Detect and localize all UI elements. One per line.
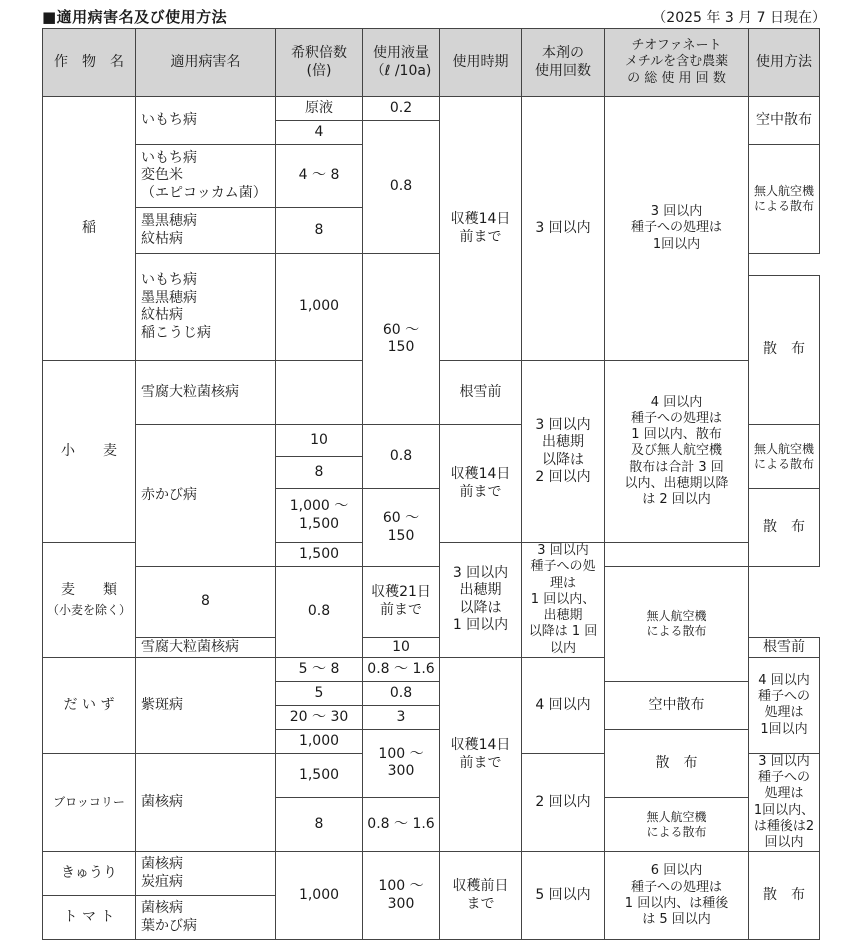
table-row bbox=[43, 567, 820, 614]
method-cell: 無人航空機 による散布 bbox=[605, 797, 749, 852]
timing-cell: 根雪前 bbox=[440, 361, 522, 425]
disease-cell: 雪腐大粒菌核病 bbox=[136, 361, 276, 425]
as-of-date: （2025 年 3 月 7 日現在） bbox=[652, 10, 826, 26]
uses-cell: 4 回以内 bbox=[522, 657, 605, 753]
method-cell: 無人航空機 による散布 bbox=[605, 567, 749, 682]
volume-cell: 0.2 bbox=[363, 97, 440, 121]
header-method: 使用方法 bbox=[749, 29, 820, 97]
volume-cell: 100 ～ 300 bbox=[363, 852, 440, 940]
method-cell: 空中散布 bbox=[749, 97, 820, 145]
disease-cell: いもち病 変色米 （エピコッカム菌） bbox=[136, 145, 276, 208]
page-title: ■適用病害名及び使用方法 bbox=[42, 8, 228, 26]
dilution-cell: 8 bbox=[276, 457, 363, 489]
dilution-cell: 1,000 bbox=[276, 729, 363, 753]
dilution-cell: 10 bbox=[363, 637, 440, 657]
uses-cell: 3 回以内 出穂期 以降は 1 回以内 bbox=[440, 543, 522, 658]
method-cell: 散 布 bbox=[605, 729, 749, 797]
dilution-cell: 5 bbox=[276, 681, 363, 705]
crop-cell: きゅうり bbox=[43, 852, 136, 896]
uses-cell: 2 回以内 bbox=[522, 753, 605, 852]
total-uses-cell: 3 回以内 種子への処理は 1回以内 bbox=[605, 97, 749, 361]
timing-cell: 収穫14日 前まで bbox=[440, 425, 522, 543]
disease-cell: 赤かび病 bbox=[136, 425, 276, 567]
dilution-cell: 8 bbox=[136, 567, 276, 638]
volume-cell: 0.8 bbox=[363, 681, 440, 705]
disease-cell: いもち病 bbox=[136, 97, 276, 145]
volume-cell: 0.8 bbox=[276, 567, 363, 658]
timing-cell: 収穫14日 前まで bbox=[440, 97, 522, 361]
dilution-cell: 1,500 bbox=[276, 543, 363, 567]
header-timing: 使用時期 bbox=[440, 29, 522, 97]
timing-cell: 根雪前 bbox=[749, 637, 820, 657]
crop-cell: ブロッコリー bbox=[43, 753, 136, 852]
table-row bbox=[43, 97, 820, 121]
total-uses-cell: 4 回以内 種子への処理は 1回以内 bbox=[749, 657, 820, 753]
crop-cell bbox=[43, 543, 136, 658]
total-uses-cell: 4 回以内 種子への処理は 1 回以内、散布 及び無人航空機 散布は合計 3 回 以内、出穂期以降 は 2 回以内 bbox=[605, 361, 749, 543]
disease-cell: いもち病 墨黒穂病 紋枯病 稲こうじ病 bbox=[136, 254, 276, 361]
dilution-cell: 5 ～ 8 bbox=[276, 657, 363, 681]
dilution-cell: 1,500 bbox=[276, 753, 363, 797]
header-dilution: 希釈倍数 (倍) bbox=[276, 29, 363, 97]
volume-cell: 100 ～ 300 bbox=[363, 729, 440, 797]
header-total-uses: チオファネート メチルを含む農薬 の 総 使 用 回 数 bbox=[605, 29, 749, 97]
crop-cell: 稲 bbox=[43, 97, 136, 361]
dilution-cell: 4 ～ 8 bbox=[276, 145, 363, 208]
crop-cell: ト マ ト bbox=[43, 896, 136, 940]
dilution-cell: 1,000 bbox=[276, 254, 363, 361]
method-cell: 散 布 bbox=[749, 276, 820, 425]
table-row bbox=[43, 852, 820, 896]
crop-mugirui: 麦 類 bbox=[61, 581, 117, 598]
dilution-cell: 1,000 bbox=[276, 852, 363, 940]
dilution-cell: 1,000 ～ 1,500 bbox=[276, 489, 363, 543]
uses-cell: 3 回以内 出穂期 以降は 2 回以内 bbox=[522, 361, 605, 543]
crop-cell: 小 麦 bbox=[43, 361, 136, 543]
volume-cell: 0.8 ～ 1.6 bbox=[363, 797, 440, 852]
disease-cell: 菌核病 炭疽病 bbox=[136, 852, 276, 896]
dilution-cell: 4 bbox=[276, 121, 363, 145]
volume-cell: 0.8 bbox=[363, 425, 440, 489]
disease-cell: 紫斑病 bbox=[136, 657, 276, 753]
dilution-cell bbox=[276, 361, 363, 425]
dilution-cell: 20 ～ 30 bbox=[276, 705, 363, 729]
dilution-cell: 原液 bbox=[276, 97, 363, 121]
method-cell: 空中散布 bbox=[605, 681, 749, 729]
header-row bbox=[43, 29, 820, 97]
dilution-cell: 8 bbox=[276, 208, 363, 254]
application-table-container bbox=[42, 28, 819, 934]
disease-cell: 菌核病 bbox=[136, 753, 276, 852]
volume-cell: 60 ～ 150 bbox=[363, 489, 440, 567]
timing-cell: 収穫前日 まで bbox=[440, 852, 522, 940]
uses-cell: 5 回以内 bbox=[522, 852, 605, 940]
crop-mugirui-note: （小麦を除く） bbox=[46, 603, 131, 618]
volume-cell: 0.8 ～ 1.6 bbox=[363, 657, 440, 681]
dilution-cell: 8 bbox=[276, 797, 363, 852]
disease-cell: 雪腐大粒菌核病 bbox=[136, 637, 276, 657]
method-cell: 無人航空機 による散布 bbox=[749, 145, 820, 254]
timing-cell: 収穫21日 前まで bbox=[363, 567, 440, 638]
total-uses-cell: 6 回以内 種子への処理は 1 回以内、は種後 は 5 回以内 bbox=[605, 852, 749, 940]
header-crop: 作 物 名 bbox=[43, 29, 136, 97]
disease-cell: 墨黒穂病 紋枯病 bbox=[136, 208, 276, 254]
volume-cell: 3 bbox=[363, 705, 440, 729]
timing-cell: 収穫14日 前まで bbox=[440, 657, 522, 852]
crop-cell: だ い ず bbox=[43, 657, 136, 753]
header-disease: 適用病害名 bbox=[136, 29, 276, 97]
method-cell: 散 布 bbox=[749, 852, 820, 940]
total-uses-cell: 3 回以内 種子への処理は 1 回以内、出穂期 以降は 1 回以内 bbox=[522, 543, 605, 658]
header-uses: 本剤の 使用回数 bbox=[522, 29, 605, 97]
uses-cell: 3 回以内 bbox=[522, 97, 605, 361]
method-cell: 無人航空機 による散布 bbox=[749, 425, 820, 489]
method-cell: 散 布 bbox=[749, 489, 820, 567]
dilution-cell: 10 bbox=[276, 425, 363, 457]
header-volume: 使用液量 （ℓ /10a) bbox=[363, 29, 440, 97]
volume-cell: 60 ～ 150 bbox=[363, 254, 440, 425]
disease-cell: 菌核病 葉かび病 bbox=[136, 896, 276, 940]
volume-cell: 0.8 bbox=[363, 121, 440, 254]
total-uses-cell: 3 回以内 種子への処理は 1回以内、 は種後は2回以内 bbox=[749, 753, 820, 852]
application-table bbox=[42, 28, 820, 940]
